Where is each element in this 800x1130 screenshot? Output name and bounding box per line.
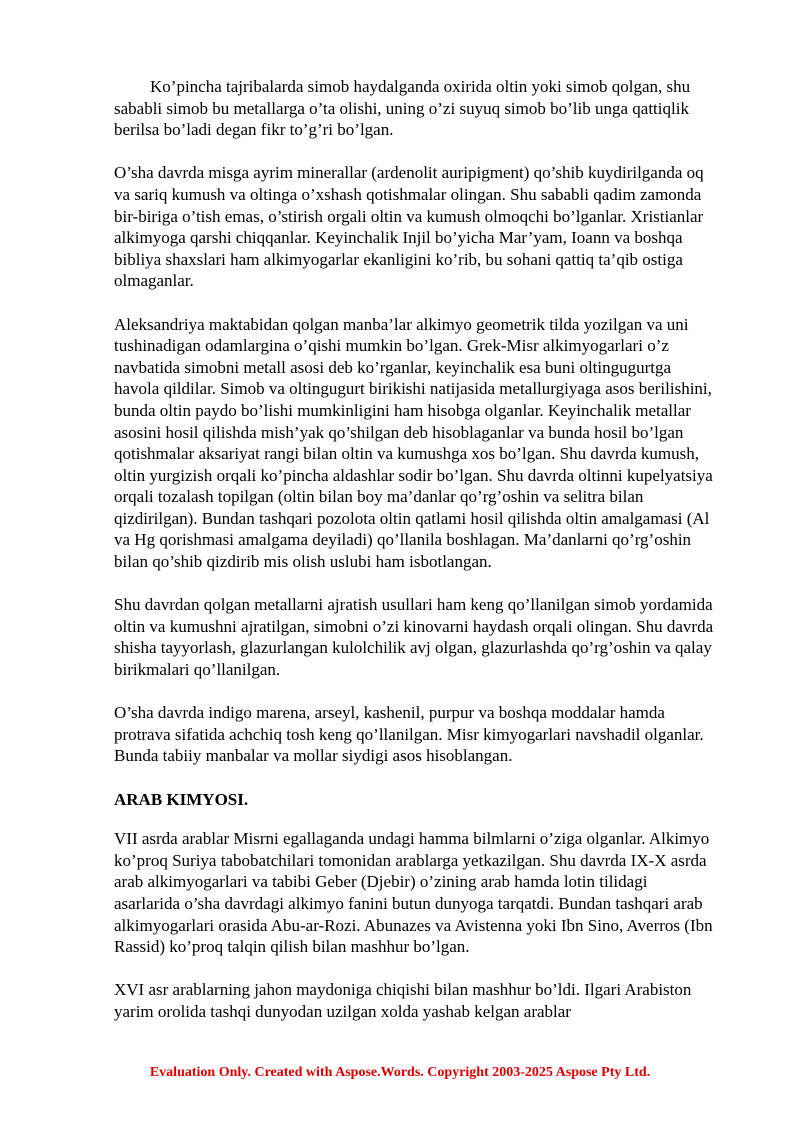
paragraph-6: VII asrda arablar Misrni egallaganda undagi hamma bilmlarni o’ziga olganlar. Alkimyo ko’proq Suriya tabobatchilari tomonidan arablarga yetkazilgan. Shu davrda IX-X asrda arab alkimyogarlari va tabibi Geber (Djebir) o’zining arab hamda lotin tilidagi asarlarida o’sha davrdagi alkimyo fanini butun dunyoga tarqatdi. Bundan tashqari arab alkimyogarlari orasida Abu-ar-Rozi. Abunazes va Avistenna yoki Ibn Sino, Averros (Ibn Rassid) ko’proq talqin qilish bilan mashhur bo’lgan. bbox=[114, 829, 713, 957]
document-body bbox=[114, 76, 714, 1041]
paragraph-2: O’sha davrda misga ayrim minerallar (ardenolit auripigment) qo’shib kuydirilganda oq va sariq kumush va oltinga o’xshash qotishmalar olingan. Shu sababli qadim zamonda bir-biriga o’tish emas, o’stirish orgali oltin va kumush olmoqchi bo’lganlar. Xristianlar alkimyoga qarshi chiqqanlar. Keyinchalik Injil bo’yicha Mar’yam, Ioann va boshqa bibliya shaxslari ham alkimyogarlar ekanligini ko’rib, bu sohani qattiq ta’qib ostiga olmaganlar. bbox=[114, 163, 704, 291]
paragraph-1: Ko’pincha tajribalarda simob haydalganda oxirida oltin yoki simob qolgan, shu sababli simob bu metallarga o’ta olishi, uning o’zi suyuq simob bo’lib unga qattiqlik berilsa bo’ladi degan fikr to’g’ri bo’lgan. bbox=[114, 77, 691, 140]
evaluation-watermark-footer: Evaluation Only. Created with Aspose.Words. Copyright 2003-2025 Aspose Pty Ltd. bbox=[149, 1065, 651, 1080]
paragraph-3: Aleksandriya maktabidan qolgan manba’lar alkimyo geometrik tilda yozilgan va uni tushinadigan odamlargina o’qishi mumkin bo’lgan. Grek-Misr alkimyogarlari o’z navbatida simobni metall asosi deb ko’rganlar, keyinchalik esa buni oltingugurtga havola qildilar. Simob va oltingugurt birikishi natijasida metallurgiyaga asos berilishini, bunda oltin paydo bo’lishi mumkinligini ham hisobga olganlar. Keyinchalik metallar asosini hosil qilishda mish’yak qo’shilgan deb hisoblaganlar va bunda hosil bo’lgan qotishmalar aksariyat rangi bilan oltin va kumushga xos bo’lgan. Shu davrda kumush, oltin yurgizish orqali ko’pincha aldashlar sodir bo’lgan. Shu davrda oltinni kupelyatsiya orqali tozalash topilgan (oltin bilan boy ma’danlar qo’rg’oshin va selitra bilan qizdirilgan). Bundan tashqari pozolota oltin qatlami hosil qilishda oltin amalgamasi (Al va Hg qorishmasi amalgama deyiladi) qo’llanila boshlagan. Ma’danlarni qo’rg’oshin bilan qo’shib qizdirib mis olish uslubi ham isbotlangan. bbox=[114, 314, 713, 572]
paragraph-5: O’sha davrda indigo marena, arseyl, kashenil, purpur va boshqa moddalar hamda protrava sifatida achchiq tosh keng qo’llanilgan. Misr kimyogarlari navshadil olganlar. Bunda tabiiy manbalar va mollar siydigi asos hisoblangan. bbox=[114, 703, 704, 766]
paragraph-4: Shu davrdan qolgan metallarni ajratish usullari ham keng qo’llanilgan simob yordamida oltin va kumushni ajratilgan, simobni o’zi kinovarni haydash orqali olingan. Shu davrda shisha tayyorlash, glazurlangan kulolchilik avj olgan, glazurlashda qo’rg’oshin va qalay birikmalari qo’llanilgan. bbox=[114, 595, 714, 680]
section-heading: ARAB KIMYOSI. bbox=[114, 789, 249, 809]
paragraph-7: XVI asr arablarning jahon maydoniga chiqishi bilan mashhur bo’ldi. Ilgari Arabiston yarim orolida tashqi dunyodan uzilgan xolda yashab kelgan arablar bbox=[114, 980, 692, 1021]
